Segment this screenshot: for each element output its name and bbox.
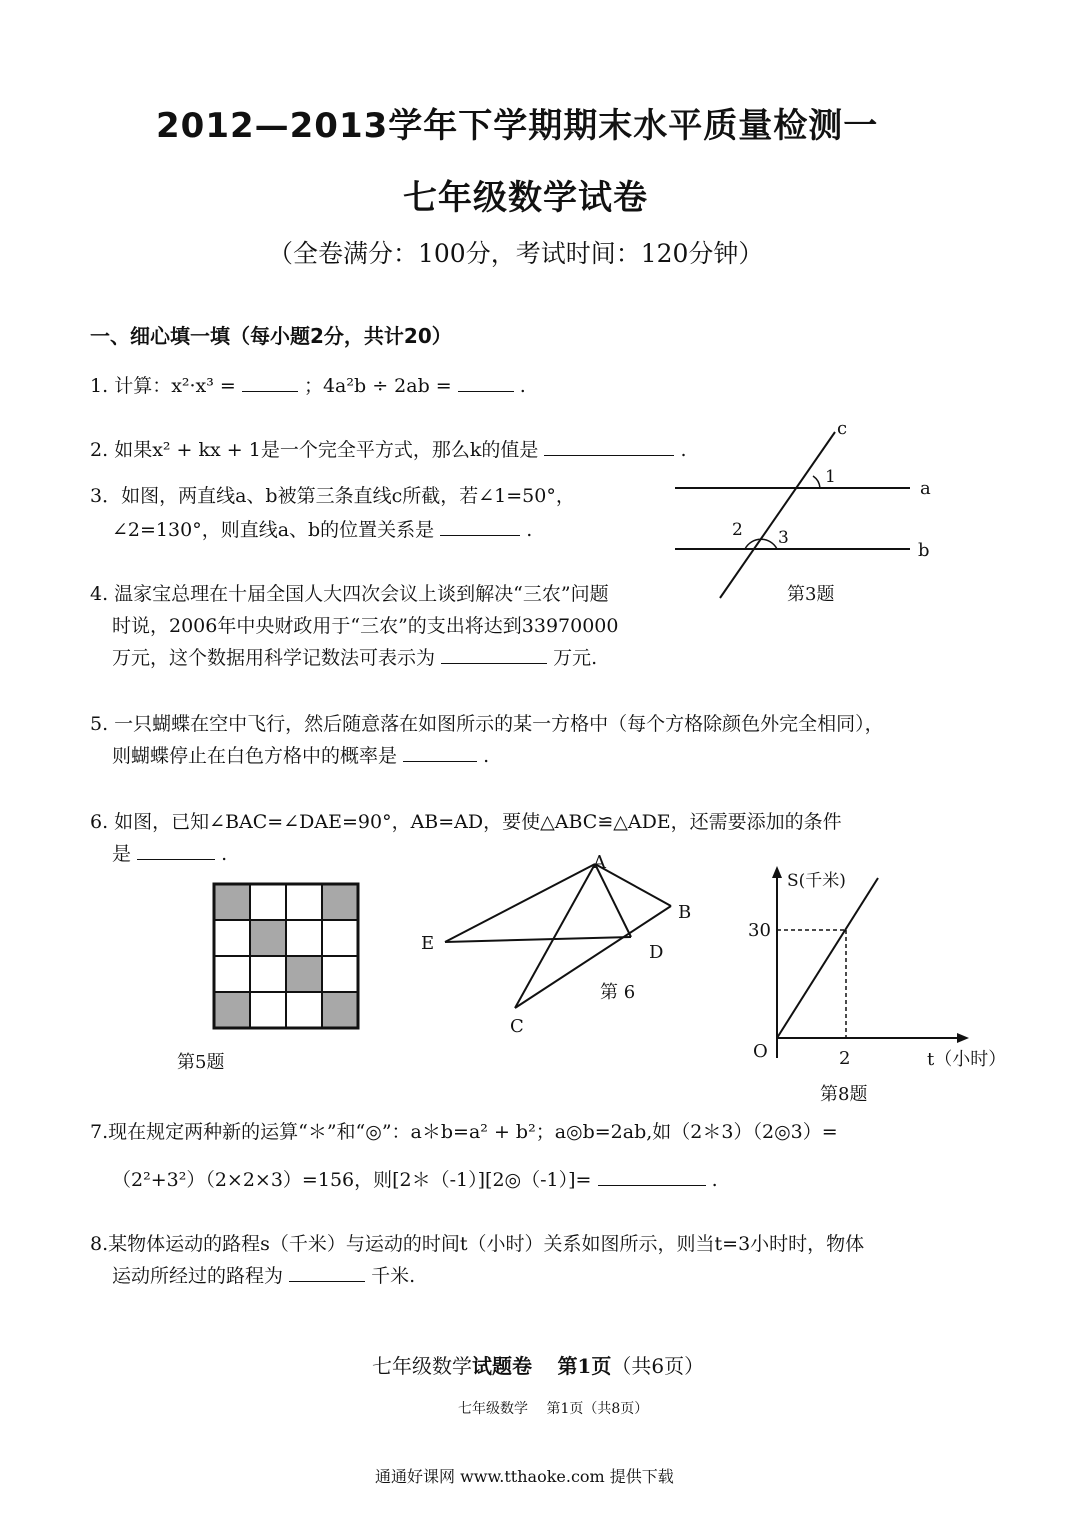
y-tick-30: 30 [748, 920, 771, 941]
question-6-line2 [112, 838, 227, 870]
angle-1-arc [813, 476, 820, 488]
grid-cell-shaded [322, 884, 358, 920]
question-8-end: 千米. [371, 1265, 416, 1287]
question-3-line2 [112, 514, 532, 546]
question-4-line1: 4. 温家宝总理在十届全国人大四次会议上谈到解决“三农”问题 [90, 583, 609, 605]
x-axis-label: t（小时） [927, 1049, 1007, 1070]
question-1-number: 1. [90, 375, 109, 397]
question-6-text: 是 [112, 843, 132, 865]
footer-secondary: 七年级数学 第1页（共8页） [458, 1401, 649, 1417]
question-3-end: . [526, 519, 533, 541]
question-5-end: . [483, 745, 490, 767]
answer-blank[interactable] [544, 435, 674, 456]
figure-6-triangles [415, 848, 705, 1048]
question-7-line1: 7.现在规定两种新的运算“＊”和“◎”：a＊b=a² + b²；a◎b=2ab,如（2＊3）（2◎3）= [90, 1121, 838, 1143]
grid-cell-white [214, 956, 250, 992]
y-axis-label: S(千米) [787, 871, 846, 891]
label-B: B [678, 902, 692, 923]
figure-3-caption: 第3题 [787, 584, 835, 605]
figure-6-caption: 第 6 [600, 982, 636, 1003]
grid-cell-white [286, 884, 322, 920]
section-heading: 一、细心填一填（每小题2分，共计20） [90, 324, 452, 348]
label-D: D [649, 942, 664, 963]
y-axis-arrow [772, 866, 782, 878]
grid-cell-shaded [214, 884, 250, 920]
answer-blank[interactable] [598, 1165, 706, 1186]
footer-subject: 七年级数学 [372, 1354, 472, 1378]
grid-cell-white [286, 992, 322, 1028]
figure-5-grid [212, 882, 360, 1032]
question-2 [90, 434, 687, 466]
label-c: c [837, 418, 848, 439]
segment-CB [515, 906, 671, 1008]
label-angle-2: 2 [732, 520, 743, 540]
question-6-end: . [221, 843, 228, 865]
question-6-line1: 6. 如图，已知∠BAC=∠DAE=90°，AB=AD，要使△ABC≌△ADE，还需要添加的条件 [90, 811, 842, 833]
footer-page-number: 第1页 [557, 1354, 612, 1378]
label-E: E [421, 933, 435, 954]
question-8-line2 [112, 1260, 415, 1292]
question-4-line2: 时说，2006年中央财政用于“三农”的支出将达到33970000 [112, 615, 619, 637]
figure-8-caption: 第8题 [820, 1084, 868, 1105]
question-8-line1: 8.某物体运动的路程s（千米）与运动的时间t（小时）关系如图所示，则当t=3小时时，物体 [90, 1233, 865, 1255]
question-1-text: 计算：x²·x³ = [114, 375, 236, 397]
angle-2-3-arc [745, 539, 777, 549]
grid-cell-white [286, 920, 322, 956]
grid-cell-white [250, 956, 286, 992]
question-4-text: 万元，这个数据用科学记数法可表示为 [112, 647, 436, 669]
question-4-line3 [112, 642, 597, 674]
answer-blank[interactable] [137, 839, 215, 860]
footer-source: 通通好课网 www.tthaoke.com 提供下载 [375, 1467, 674, 1486]
exam-title: 2012—2013学年下学期期末水平质量检测一 [156, 106, 879, 146]
answer-blank[interactable] [403, 741, 477, 762]
label-b: b [918, 540, 930, 561]
origin-label: O [753, 1041, 768, 1062]
question-2-number: 2. [90, 439, 109, 461]
grid-cell-shaded [250, 920, 286, 956]
figure-5-caption: 第5题 [177, 1052, 225, 1073]
answer-blank[interactable] [242, 371, 298, 392]
footer-paper-type: 试题卷 [472, 1354, 532, 1378]
grid-cells [214, 884, 358, 1028]
distance-time-line [777, 878, 878, 1038]
answer-blank[interactable] [441, 643, 547, 664]
grid-cell-shaded [214, 992, 250, 1028]
grid-cell-white [214, 920, 250, 956]
grid-cell-white [250, 884, 286, 920]
exam-info: （全卷满分：100分，考试时间：120分钟） [268, 239, 764, 268]
label-angle-1: 1 [825, 467, 836, 487]
question-2-text: 如果x² + kx + 1是一个完全平方式，那么k的值是 [114, 439, 539, 461]
question-1 [90, 370, 526, 402]
question-8-text: 运动所经过的路程为 [112, 1265, 284, 1287]
question-3-line1: 3．如图，两直线a、b被第三条直线c所截，若∠1=50°， [90, 485, 575, 507]
question-5-line1: 5. 一只蝴蝶在空中飞行，然后随意落在如图所示的某一方格中（每个方格除颜色外完全相同）， [90, 713, 884, 735]
grid-cell-shaded [322, 992, 358, 1028]
answer-blank[interactable] [458, 371, 514, 392]
exam-subject-title: 七年级数学试卷 [403, 178, 648, 218]
question-5-text: 则蝴蝶停止在白色方格中的概率是 [112, 745, 398, 767]
segment-ED [445, 937, 631, 942]
x-tick-2: 2 [839, 1048, 851, 1069]
label-A: A [593, 852, 606, 873]
question-1-mid: ；4a²b ÷ 2ab = [303, 375, 452, 397]
question-1-end: . [519, 375, 526, 397]
line-c [720, 432, 835, 598]
grid-cell-shaded [286, 956, 322, 992]
figure-8-graph [725, 858, 1045, 1078]
x-axis-arrow [957, 1033, 969, 1043]
answer-blank[interactable] [289, 1261, 365, 1282]
grid-cell-white [322, 956, 358, 992]
question-5-line2 [112, 740, 489, 772]
question-4-end: 万元. [553, 647, 598, 669]
page-footer [372, 1350, 704, 1379]
grid-cell-white [250, 992, 286, 1028]
question-7-line2 [112, 1164, 718, 1196]
question-2-end: . [680, 439, 687, 461]
grid-cell-white [322, 920, 358, 956]
question-7-end: . [711, 1169, 718, 1191]
answer-blank[interactable] [440, 515, 520, 536]
label-angle-3: 3 [778, 528, 789, 548]
question-3-text: ∠2=130°，则直线a、b的位置关系是 [112, 519, 435, 541]
question-7-text: （2²+3²）（2×2×3）=156，则[2＊（-1）][2◎（-1）]= [112, 1169, 592, 1191]
label-C: C [510, 1016, 524, 1037]
footer-page-total: （共6页） [611, 1354, 705, 1378]
label-a: a [920, 478, 931, 499]
